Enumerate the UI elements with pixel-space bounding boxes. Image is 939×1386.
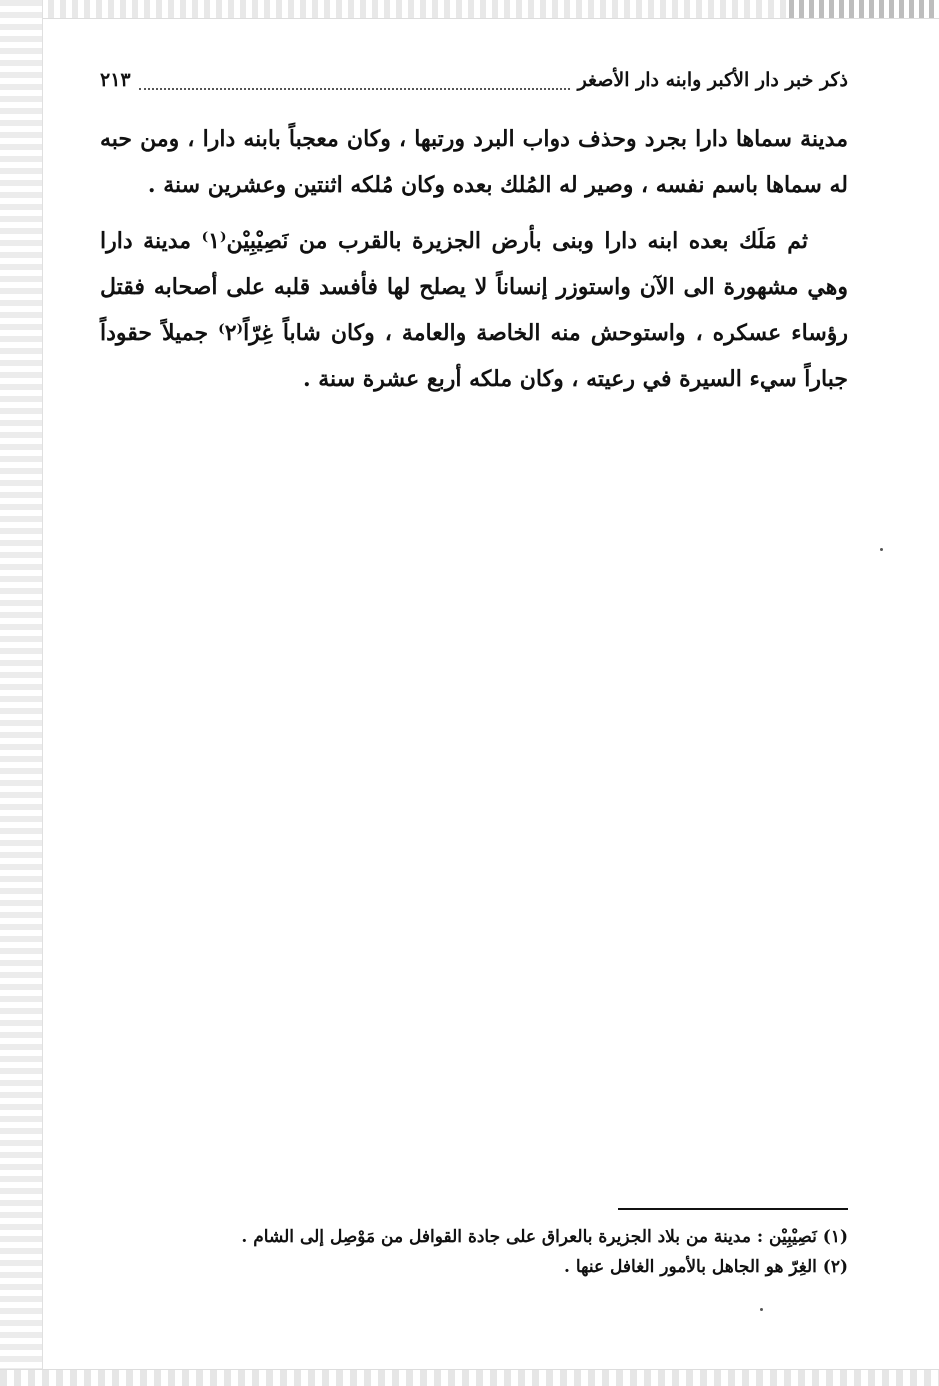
decorative-left-border (0, 0, 43, 1386)
page-content (100, 60, 848, 412)
footnote: (٢) الغِرّ هو الجاهل بالأمور الغافل عنها . (564, 1257, 848, 1277)
footnote-divider (618, 1208, 848, 1210)
footnotes-section (100, 1208, 848, 1282)
decorative-bottom-border (0, 1369, 939, 1386)
scan-speck (880, 548, 883, 551)
paragraph: مدينة سماها دارا بجرد وحذف دواب البرد ورتبها ، وكان معجباً بابنه دارا ، ومن حبه له سماها باسم نفسه ، وصير له المُلك بعده وكان مُلكه اثنتين وعشرين سنة . (100, 126, 848, 198)
footnote: (١) نَصِيْبِيْن : مدينة من بلاد الجزيرة بالعراق على جادة القوافل من مَوْصِل إلى الشام . (241, 1227, 848, 1247)
scan-speck (760, 1308, 763, 1311)
paragraph: ثم مَلَك بعده ابنه دارا وبنى بأرض الجزيرة بالقرب من نَصِيْبِيْن⁽١⁾ مدينة دارا وهي مشهورة الى الآن واستوزر إنساناً لا يصلح لها فأفسد قلبه على أصحابه فقتل رؤساء عسكره ، واستوحش منه الخاصة والعامة ، وكان شاباً غِرّاً⁽٢⁾ جميلاً حقوداً جباراً سيء السيرة في رعيته ، وكان ملكه أربع عشرة سنة . (100, 228, 848, 392)
chapter-title: ذكر خبر دار الأكبر وابنه دار الأصغر (577, 69, 848, 91)
decorative-corner-ornament (789, 0, 939, 18)
body-text (100, 116, 848, 402)
running-header (100, 60, 848, 100)
page-number: ٢١٣ (100, 69, 131, 91)
dotted-leader (139, 70, 570, 90)
